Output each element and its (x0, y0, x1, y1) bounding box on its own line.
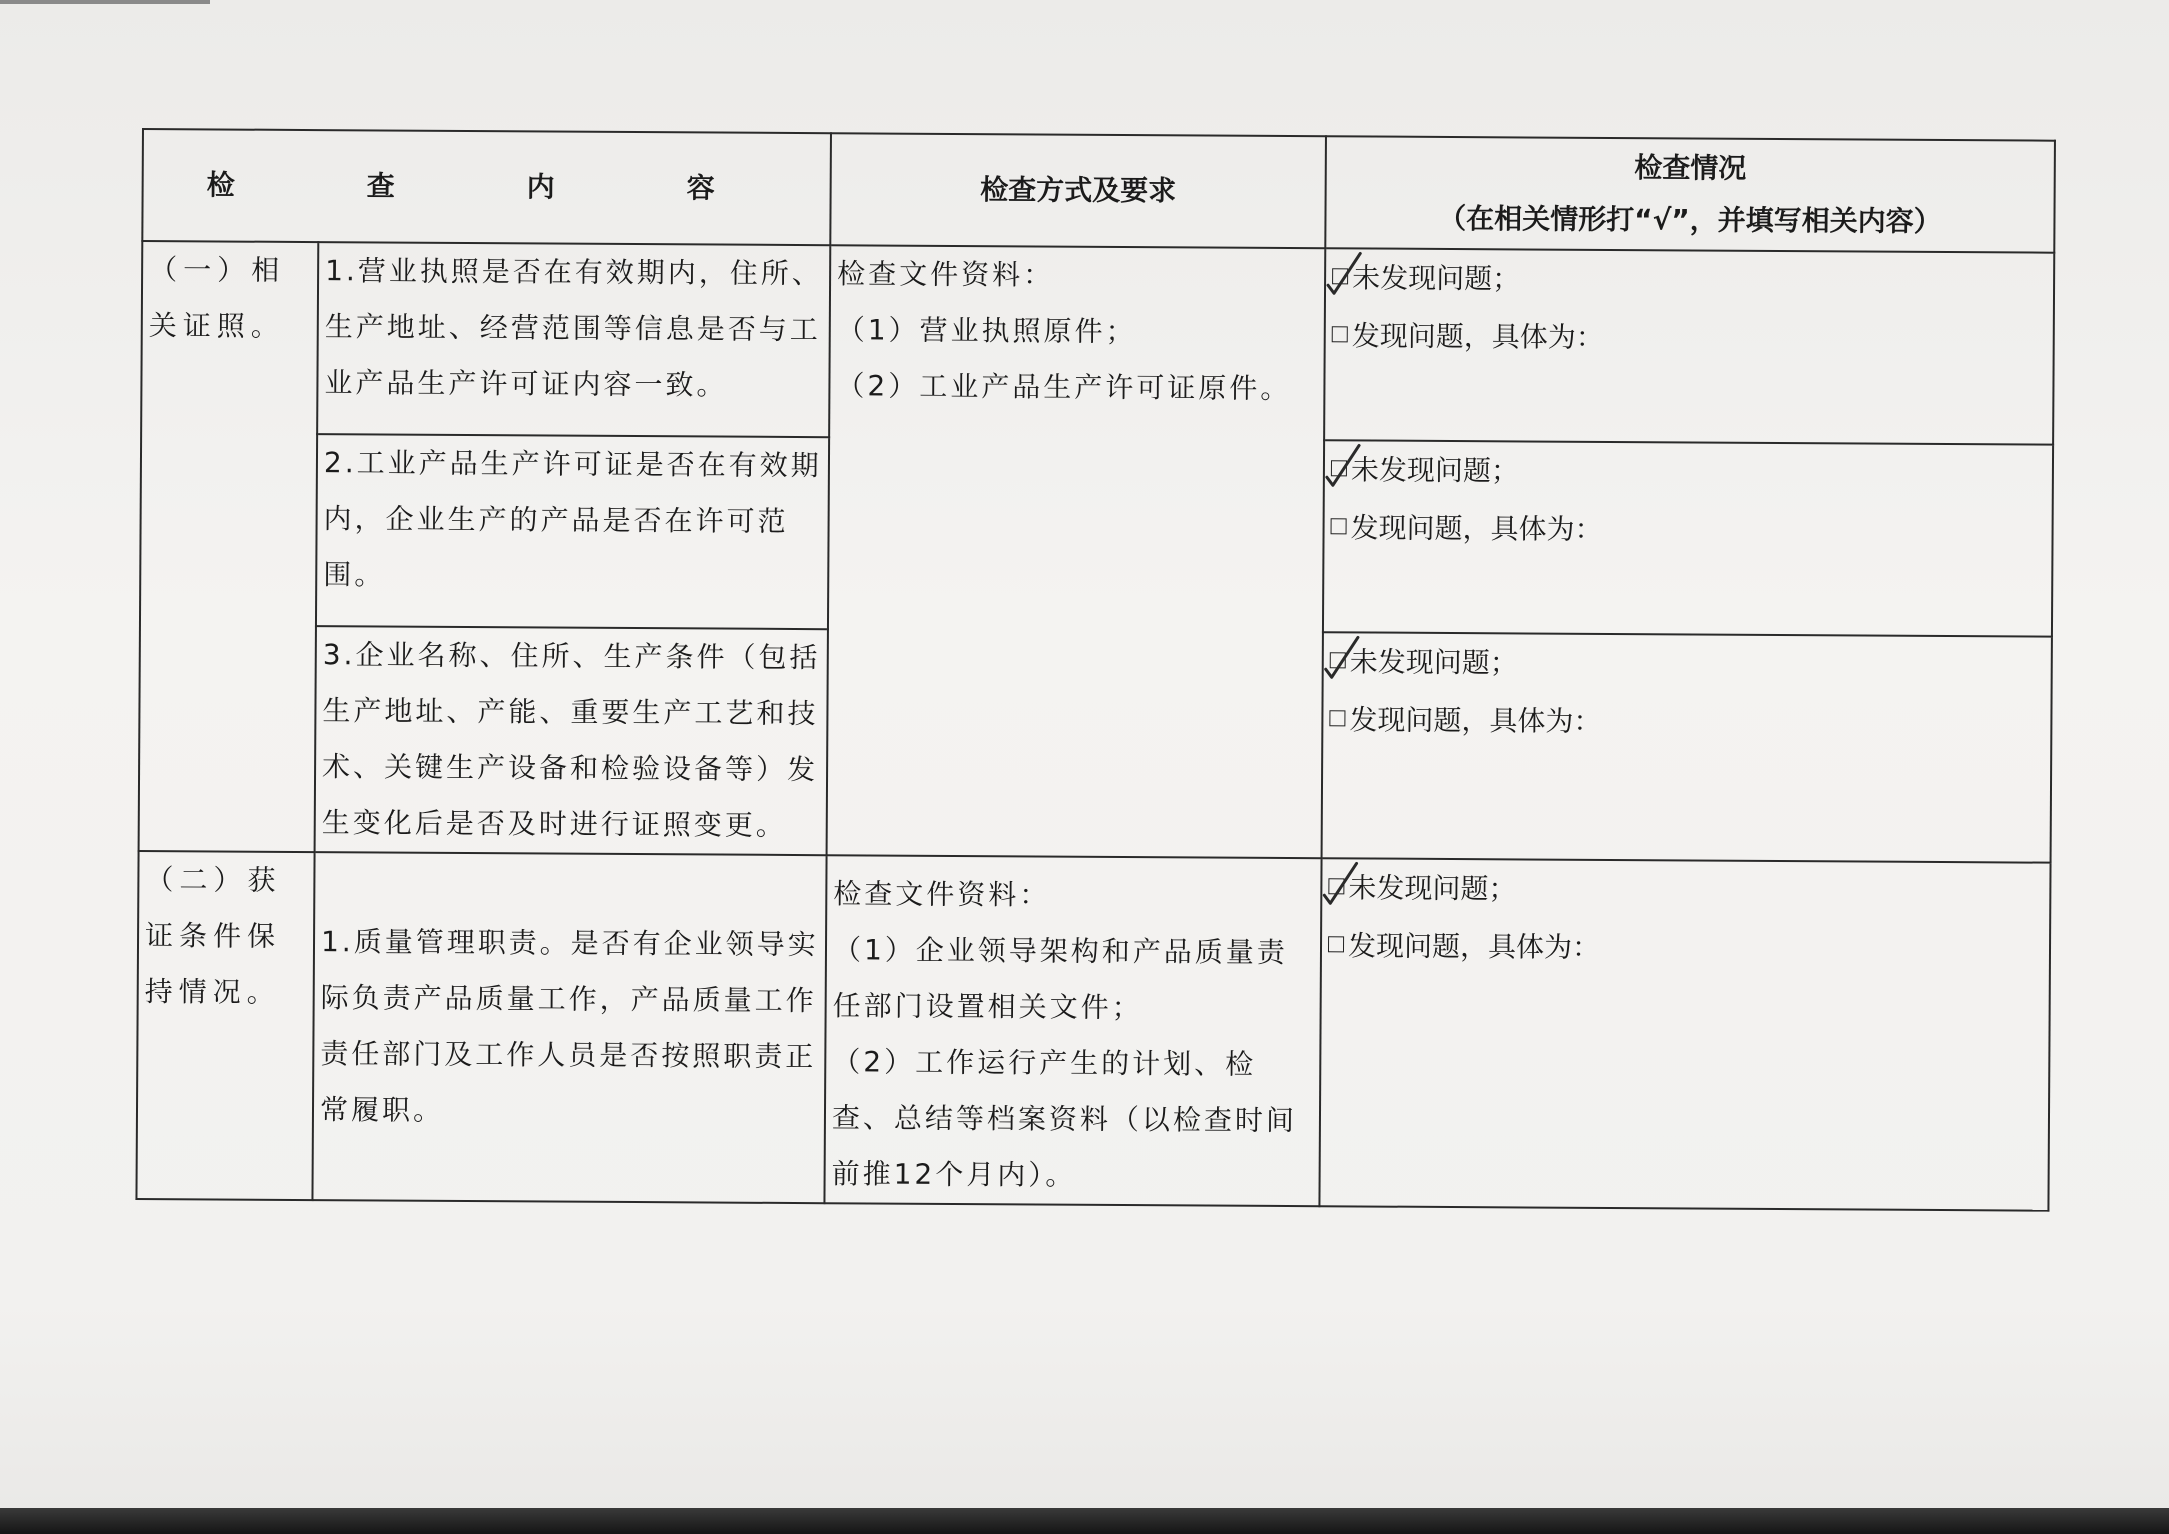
item-text: 3.企业名称、住所、生产条件（包括生产地址、产能、重要生产工艺和技术、关键生产设备和检验设备等）发生变化后是否及时进行证照变更。 (321, 638, 821, 842)
option-issue-found[interactable] (1329, 691, 2044, 753)
option-issue-found[interactable] (1330, 499, 2045, 561)
checkbox[interactable] (1331, 518, 1347, 534)
option-label: 发现问题，具体为： (1351, 319, 1604, 354)
option-issue-found[interactable] (1328, 917, 2043, 979)
item-cell (317, 242, 830, 437)
option-label: 发现问题，具体为： (1349, 703, 1602, 738)
item-cell (312, 852, 826, 1203)
item-text: 1.质量管理职责。是否有企业领导实际负责产品质量工作，产品质量工作责任部门及工作人员是否按照职责正常履职。 (319, 925, 819, 1127)
category-label: （二）获证条件保持情况。 (144, 863, 282, 1009)
header-result-title: 检查情况 (1634, 151, 1747, 185)
method-cell (827, 245, 1326, 858)
table-row (141, 241, 2054, 445)
category-label: （一）相关证照。 (148, 253, 286, 343)
option-label: 未发现问题； (1348, 871, 1517, 906)
checkbox[interactable] (1330, 652, 1346, 668)
option-no-issue[interactable] (1330, 633, 2045, 695)
header-check-content-label: 检 查 内 容 (206, 168, 767, 205)
method-cell (824, 855, 1321, 1206)
inspection-table (135, 128, 2056, 1212)
option-label: 未发现问题； (1350, 453, 1520, 488)
scan-edge-mark (0, 0, 210, 4)
method-line: （2）工作运行产生的计划、检查、总结等档案资料（以检查时间前推12个月内）。 (831, 1045, 1298, 1192)
checkbox[interactable] (1332, 326, 1348, 342)
result-cell (1319, 858, 2050, 1210)
item-text: 1.营业执照是否在有效期内，住所、生产地址、经营范围等信息是否与工业产品生产许可证内容一致。 (324, 254, 823, 402)
header-check-result (1325, 136, 2055, 252)
item-cell (316, 434, 829, 629)
method-line: （1）企业领导架构和产品质量责任部门设置相关文件； (832, 933, 1288, 1025)
method-line: （1）营业执照原件； (836, 313, 1137, 349)
option-issue-found[interactable] (1332, 307, 2047, 369)
checkbox[interactable] (1328, 878, 1344, 894)
method-line: （2）工业产品生产许可证原件。 (836, 369, 1292, 406)
option-no-issue[interactable] (1331, 441, 2046, 503)
option-no-issue[interactable] (1328, 859, 2043, 921)
header-check-method-label: 检查方式及要求 (980, 173, 1177, 208)
option-label: 发现问题，具体为： (1347, 929, 1601, 964)
category-cell (136, 851, 314, 1200)
checkbox[interactable] (1332, 268, 1348, 284)
method-line: 检查文件资料： (833, 877, 1051, 912)
item-cell (315, 626, 828, 855)
header-result-subtitle: （在相关情形打“√”，并填写相关内容） (1438, 201, 1942, 238)
option-label: 未发现问题； (1352, 261, 1521, 296)
checkbox[interactable] (1329, 710, 1345, 726)
item-text: 2.工业产品生产许可证是否在有效期内，企业生产的产品是否在许可范围。 (323, 446, 822, 592)
method-line: 检查文件资料： (837, 257, 1055, 292)
checkbox[interactable] (1331, 460, 1347, 476)
header-check-method (830, 133, 1326, 248)
option-label: 未发现问题； (1349, 645, 1518, 680)
scan-bottom-edge (0, 1508, 2169, 1534)
option-no-issue[interactable] (1332, 249, 2047, 311)
result-cell (1323, 440, 2053, 636)
table-header-row (142, 129, 2055, 253)
table-row (136, 851, 2050, 1211)
header-check-content (142, 129, 831, 245)
category-cell (139, 241, 319, 852)
result-cell (1324, 248, 2054, 444)
result-cell (1322, 632, 2052, 862)
checkbox[interactable] (1328, 936, 1344, 952)
option-label: 发现问题，具体为： (1350, 511, 1603, 546)
